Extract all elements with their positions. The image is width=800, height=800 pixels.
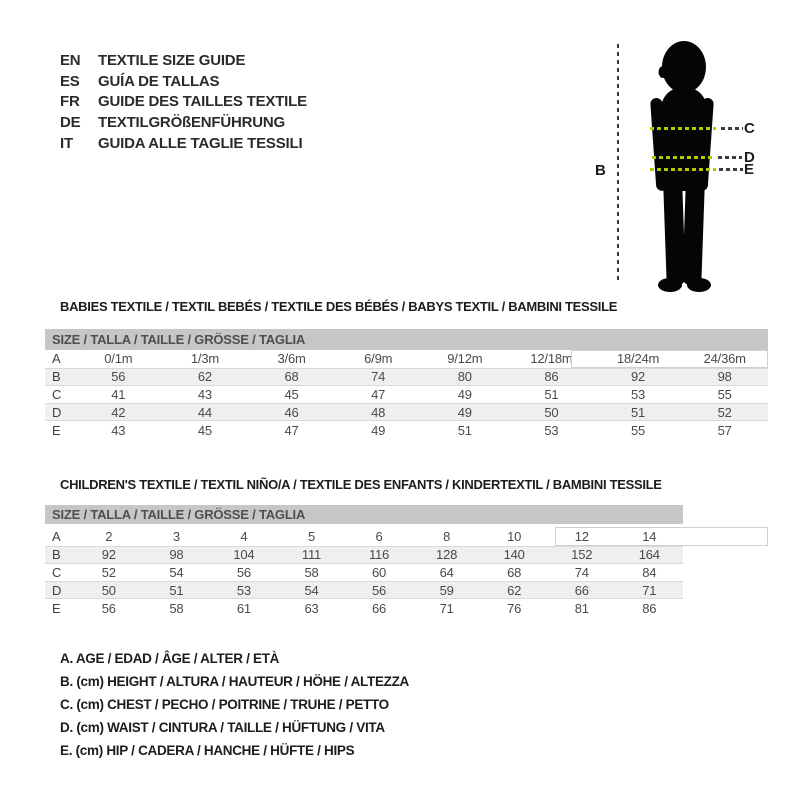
size-cell: 86 [642,600,657,616]
babies-size-table [45,329,768,439]
children-size-highlight-box [555,527,768,546]
size-cell: 74 [574,564,589,580]
lang-code: DE [60,114,81,132]
size-cell: 58 [169,600,184,616]
size-cell: 47 [284,422,299,438]
size-cell: 71 [642,582,657,598]
size-cell: 128 [436,547,458,563]
size-cell: 68 [284,369,299,385]
size-cell: 111 [301,547,322,563]
size-cell: 6/9m [364,351,393,367]
size-cell: 164 [638,547,660,563]
size-cell: 10 [507,529,522,545]
measurement-legend [60,647,409,762]
lang-row-en [60,50,307,71]
height-label: B [595,162,606,179]
row-label: C [52,386,62,402]
size-cell: 60 [372,564,387,580]
size-cell: 5 [307,529,315,545]
legend-row-height: B. (cm) HEIGHT / ALTURA / HAUTEUR / HÖHE / ALTEZZA [60,674,409,689]
waist-label: D [744,149,755,166]
hip-measure-line-tail [719,168,743,171]
waist-measure-line-tail [718,156,742,159]
size-cell: 52 [717,404,732,420]
size-cell: 49 [457,404,472,420]
children-row-D [45,581,683,599]
size-cell: 51 [544,386,559,402]
row-label: D [52,582,62,598]
lang-row-it [60,133,307,154]
children-row-B [45,546,683,564]
size-cell: 116 [368,547,390,563]
size-cell: 51 [457,422,472,438]
size-cell: 68 [507,564,522,580]
size-cell: 18/24m [616,351,660,367]
row-label: E [52,422,61,438]
lang-code: FR [60,93,80,111]
row-label: A [52,529,61,545]
size-cell: 2 [105,529,113,545]
hip-label: E [744,161,755,178]
row-label: A [52,351,61,367]
size-cell: 42 [111,404,126,420]
size-cell: 56 [236,564,251,580]
size-cell: 140 [503,547,525,563]
size-cell: 48 [371,404,386,420]
size-cell: 98 [717,369,732,385]
lang-code: IT [60,135,73,153]
language-list [60,50,307,154]
lang-code: ES [60,72,80,90]
size-cell: 3/6m [277,351,306,367]
babies-table-header: SIZE / TALLA / TAILLE / GRÖSSE / TAGLIA [45,329,768,350]
size-cell: 62 [507,582,522,598]
size-cell: 1/3m [190,351,219,367]
size-cell: 55 [717,386,732,402]
size-cell: 51 [169,582,184,598]
chest-measure-line [650,127,716,130]
size-cell: 41 [111,386,126,402]
legend-row-age: A. AGE / EDAD / ÂGE / ALTER / ETÀ [60,651,280,666]
waist-measure-line [652,156,714,159]
size-cell: 44 [197,404,212,420]
size-cell: 43 [111,422,126,438]
size-cell: 9/12m [447,351,483,367]
size-cell: 80 [457,369,472,385]
size-cell: 50 [101,582,116,598]
size-cell: 12/18m [530,351,573,367]
size-cell: 49 [371,422,386,438]
babies-size-highlight-box [571,350,768,368]
row-label: E [52,600,61,616]
lang-row-de [60,112,307,133]
size-cell: 63 [304,600,319,616]
size-cell: 6 [375,529,383,545]
size-cell: 4 [240,529,248,545]
size-cell: 50 [544,404,559,420]
children-row-E [45,599,683,617]
size-cell: 53 [544,422,559,438]
size-cell: 45 [284,386,299,402]
babies-row-D [45,403,768,421]
size-cell: 24/36m [703,351,746,367]
chest-label: C [744,120,755,137]
size-cell: 52 [101,564,116,580]
size-cell: 74 [371,369,386,385]
size-cell: 86 [544,369,559,385]
size-cell: 46 [284,404,299,420]
size-cell: 45 [197,422,212,438]
row-label: B [52,547,61,563]
size-cell: 47 [371,386,386,402]
size-cell: 57 [717,422,732,438]
babies-row-E [45,421,768,439]
size-cell: 92 [101,547,116,563]
size-cell: 152 [571,547,593,563]
lang-row-es [60,71,307,92]
size-cell: 51 [631,404,646,420]
hip-measure-line [650,168,716,171]
size-cell: 56 [372,582,387,598]
size-cell: 56 [111,369,126,385]
row-label: B [52,369,61,385]
size-cell: 14 [642,529,657,545]
size-cell: 3 [172,529,180,545]
children-size-table [45,505,683,617]
size-cell: 55 [631,422,646,438]
legend-row-waist: D. (cm) WAIST / CINTURA / TAILLE / HÜFTUNG / VITA [60,720,385,735]
lang-title: TEXTILGRÖßENFÜHRUNG [98,114,286,132]
size-cell: 66 [372,600,387,616]
size-cell: 43 [197,386,212,402]
babies-row-C [45,386,768,404]
size-cell: 54 [304,582,319,598]
size-cell: 76 [507,600,522,616]
lang-title: GUIDE DES TAILLES TEXTILE [98,93,307,111]
size-cell: 61 [236,600,251,616]
size-cell: 0/1m [104,351,133,367]
size-cell: 64 [439,564,454,580]
size-cell: 59 [439,582,454,598]
size-cell: 71 [439,600,454,616]
lang-code: EN [60,51,81,69]
size-cell: 8 [443,529,451,545]
lang-title: GUIDA ALLE TAGLIE TESSILI [98,135,303,153]
size-cell: 56 [101,600,116,616]
size-cell: 49 [457,386,472,402]
row-label: D [52,404,62,420]
size-cell: 53 [631,386,646,402]
size-cell: 12 [574,529,589,545]
children-table-header: SIZE / TALLA / TAILLE / GRÖSSE / TAGLIA [45,505,683,524]
legend-row-chest: C. (cm) CHEST / PECHO / POITRINE / TRUHE / PETTO [60,697,389,712]
babies-table-title: BABIES TEXTILE / TEXTIL BEBÉS / TEXTILE DES BÉBÉS / BABYS TEXTIL / BAMBINI TESSILE [60,299,618,314]
legend-row-hip: E. (cm) HIP / CADERA / HANCHE / HÜFTE / HIPS [60,743,355,758]
size-cell: 81 [574,600,589,616]
size-cell: 58 [304,564,319,580]
size-cell: 66 [574,582,589,598]
size-cell: 54 [169,564,184,580]
lang-title: TEXTILE SIZE GUIDE [98,51,246,69]
babies-row-B [45,368,768,386]
size-cell: 104 [233,547,255,563]
children-row-C [45,564,683,582]
size-cell: 92 [631,369,646,385]
size-cell: 98 [169,547,184,563]
row-label: C [52,564,62,580]
chest-measure-line-tail [721,127,743,130]
lang-row-fr [60,92,307,113]
lang-title: GUÍA DE TALLAS [98,72,220,90]
size-cell: 84 [642,564,657,580]
size-cell: 62 [197,369,212,385]
height-measure-line [617,44,619,284]
size-cell: 53 [236,582,251,598]
child-silhouette-icon [632,38,732,294]
children-table-title: CHILDREN'S TEXTILE / TEXTIL NIÑO/A / TEXTILE DES ENFANTS / KINDERTEXTIL / BAMBINI TESSILE [60,477,662,492]
